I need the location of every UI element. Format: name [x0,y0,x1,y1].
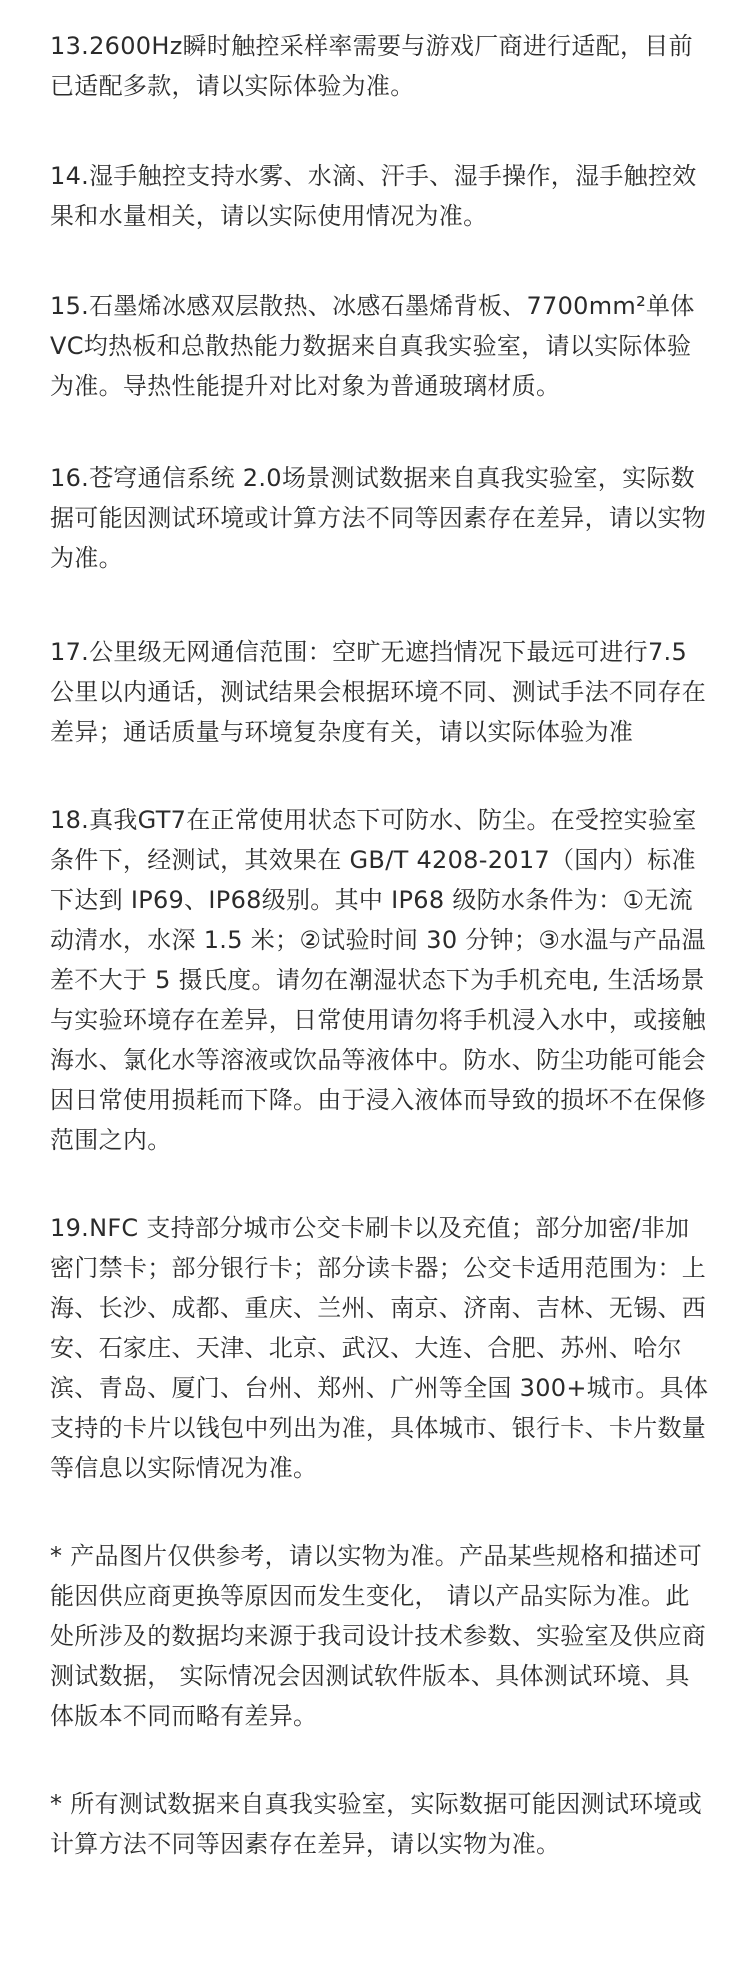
note-14-wet-hand-touch: 14.湿手触控支持水雾、水滴、汗手、湿手操作，湿手触控效果和水量相关，请以实际使用情况为准。 [50,162,697,230]
note-16-communication-system: 16.苍穹通信系统 2.0场景测试数据来自真我实验室，实际数据可能因测试环境或计算方法不同等因素存在差异，请以实物为准。 [50,464,707,572]
note-13-touch-sampling-rate: 13.2600Hz瞬时触控采样率需要与游戏厂商进行适配，目前已适配多款，请以实际体验为准。 [50,32,693,100]
note-test-data-disclaimer: * 所有测试数据来自真我实验室，实际数据可能因测试环境或计算方法不同等因素存在差异，请以实物为准。 [50,1790,703,1858]
note-product-images-disclaimer: * 产品图片仅供参考，请以实物为准。产品某些规格和描述可能因供应商更换等原因而发生变化， 请以产品实际为准。此处所涉及的数据均来源于我司设计技术参数、实验室及供应商测试数据， 实际情况会因测试软件版本、具体测试环境、具体版本不同而略有差异。 [50,1542,707,1730]
note-19-nfc-support: 19.NFC 支持部分城市公交卡刷卡以及充值；部分加密/非加密门禁卡；部分银行卡；部分读卡器；公交卡适用范围为：上海、长沙、成都、重庆、兰州、南京、济南、吉林、无锡、西安、石家庄、天津、北京、武汉、大连、合肥、苏州、哈尔滨、青岛、厦门、台州、郑州、广州等全国 300+城市。具体支持的卡片以钱包中列出为准，具体城市、银行卡、卡片数量等信息以实际情况为准。 [50,1214,709,1482]
note-15-cooling-system: 15.石墨烯冰感双层散热、冰感石墨烯背板、7700mm²单体VC均热板和总散热能力数据来自真我实验室，请以实际体验为准。导热性能提升对比对象为普通玻璃材质。 [50,292,695,400]
note-17-offline-call-range: 17.公里级无网通信范围：空旷无遮挡情况下最远可进行7.5公里以内通话，测试结果会根据环境不同、测试手法不同存在差异；通话质量与环境复杂度有关，请以实际体验为准 [50,638,707,746]
note-18-water-dust-resistance: 18.真我GT7在正常使用状态下可防水、防尘。在受控实验室条件下，经测试，其效果在 GB/T 4208-2017（国内）标准下达到 IP69、IP68级别。其中 IP68 级防水条件为：①无流动清水，水深 1.5 米；②试验时间 30 分钟；③水温与产品温差不大于 5 摄氏度。请勿在潮湿状态下为手机充电, 生活场景与实验环境存在差异，日常使用请勿将手机浸入水中，或接触海水、氯化水等溶液或饮品等液体中。防水、防尘功能可能会因日常使用损耗而下降。由于浸入液体而导致的损坏不在保修范围之内。 [50,806,707,1154]
